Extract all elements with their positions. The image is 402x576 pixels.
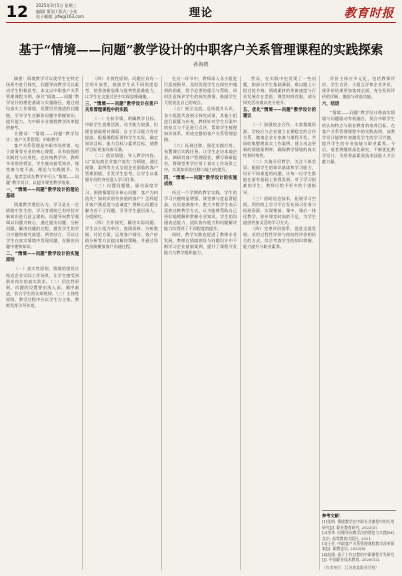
column-divider (319, 76, 320, 570)
references-list (322, 519, 396, 562)
article-body (6, 76, 396, 570)
text-column-2 (85, 76, 158, 570)
text-column-1 (6, 76, 79, 570)
subheading: 一、“情境——问题”教学设计的理论基础 (6, 187, 79, 199)
page-header (0, 0, 402, 24)
paragraph: 经过一个学期的教学实践，学生的学习兴趣明显增强，课堂参与度显著提高。在问卷调查中，绝大多数学生表示喜欢这种教学方式，认为能够帮助自己更好地理解和掌握专业知识。学生的沟通表达能力、团队协作能力和问题解决能力均得到了不同程度的提升。 (164, 189, 237, 232)
article-title: 基于“情境——问题”教学设计的中职客户关系管理课程的实践探索 (18, 42, 384, 57)
paragraph: 情境教学理论认为，学习是在一定情境中发生的，学习者借助已有经验对新知识进行意义建构。问题导向教学强调以问题为核心，通过提出问题、分析问题、解决问题的过程，激发学生的学习兴趣和探究欲望。两者结合，可以让学生在真实情境中发现问题，在解决问题中建构知识。 (6, 201, 79, 250)
reference-item: [1]张明. 情境教学在中职专业课程中的应用研究[J]. 职业教育研究, 2022(5). (322, 519, 395, 530)
paragraph: （二）创设情境，导入教学内容。以“某电商企业客户流失”为情境，通过视频、案例等方式呈现企业面临的客户管理困境，引发学生思考，让学生以客服专员的身份进入学习任务。 (85, 152, 158, 183)
header-rule (6, 22, 396, 23)
paragraph: （一）加强校企合作，丰富情境资源。学校应与企业建立长期稳定的合作关系，邀请企业专家参与课程开发，共同收集整理真实工作案例，建立动态更新的情境案例库，确保教学情境的真实性和时效性。 (243, 122, 316, 158)
column-divider (82, 76, 83, 570)
paragraph: （四）完善评价体系，促进全面发展。采用过程性评价与终结性评价相结合的方式，综合考查学生的知识掌握、能力提升与职业素养。 (243, 226, 316, 250)
text-column-4 (243, 76, 316, 570)
column-divider (161, 76, 162, 570)
reference-item: [4]赵刚. 基于工作过程的中职课程开发研究[J]. 中国职业技术教育, 2020(12). (322, 551, 395, 563)
subheading: 五、优化“情境——问题”教学设计的建议 (243, 108, 316, 120)
paragraph: 客户关系管理是中职市场营销、电子商务等专业的核心课程，具有较强的实践性与应用性。在传统教学中，教师多采用讲授法，学生被动接受知识，课堂参与度不高，理论与实践脱节。为此，笔者尝试在教学中引入“情境——问题”教学设计，以提升课堂教学效果。 (6, 143, 79, 185)
references-heading: 参考文献： (322, 512, 343, 518)
author-affiliation: （作者单位：江苏省某职业学校） (322, 564, 379, 570)
subheading: 六、结语 (322, 102, 340, 108)
paragraph: 同时，教学实践也促进了教师专业发展。教师在情境创设与问题设计中不断学习企业最新案例，提升了课程开发能力与教学组织能力。 (164, 232, 237, 256)
subheading: 四、“情境——问题”教学设计的实施成效 (164, 175, 237, 187)
references-box (322, 510, 396, 570)
text-column-5 (322, 76, 395, 476)
paragraph: （一）分析学情，明确教学目标。中职学生思维活跃，动手能力较强，但理论基础相对薄弱，自主学习能力有待提高。根据课程标准和学生实际，确定知识目标、能力目标与素养目标，使教学目标更加具体可测。 (85, 116, 158, 152)
paragraph: （一）真实性原则。情境的创设应贴近企业实际工作场景，让学生感受到职业岗位的真实需求。（二）层次性原则。问题的设置要由浅入深、循序渐进，符合学生的认知规律。（三）主体性原则。教学过程中应以学生为主体，教师发挥引导作用。 (6, 266, 79, 308)
text-column-3 (164, 76, 237, 570)
paragraph: （三）设置问题链，驱动深度学习。围绕情境设计核心问题：客户为何流失？如何识别有价值的客户？怎样提升客户满意度与忠诚度？将核心问题分解为若干子问题，引导学生逐层深入、分组探究。 (85, 183, 158, 219)
paragraph: （二）实施分层教学，关注个体差异。根据学生的知识基础和学习能力，设计不同难度的问题，让每一位学生都能在原有基础上获得发展。对于学习困难的学生，教师应给予更多的个别指导。 (243, 159, 316, 195)
issue-date: 2025年3月5日 星期三 (36, 3, 77, 8)
reference-item: [2]李华. 问题导向教学法的理论与实践[M]. 北京: 高等教育出版社, 2021. (322, 530, 395, 541)
paragraph: （五）展示交流，总结提升认识。各小组派代表展示探究成果，其他小组进行质疑与补充，教师针对学生方案中的亮点与不足进行点评，帮助学生梳理知识体系，形成完整的客户关系管理思路。 (164, 106, 237, 142)
paragraph: “情境——问题”教学设计将真实情境与问题驱动有机融合，契合中职学生的认知特点与职业教育的培养目标。在客户关系管理课程中的实践表明，该教学设计能够有效激发学生的学习兴趣，提升学生的专业技能与职业素养。今后，笔者将继续深化研究，不断优化教学设计，为培养高素质技术技能人才贡献力量。 (322, 110, 395, 165)
paragraph: 关键词：“情境——问题”教学设计；客户关系管理；中职教学 (6, 130, 79, 142)
paragraph: （四）合作探究，解决实际问题。学生以小组为单位，查阅资料、分析数据、讨论方案，运用客户细分、客户价值分析等方法提出解决策略，并通过角色扮演模拟客户沟通过程。 (85, 219, 158, 250)
paragraph: （六）拓展迁移，强化实践应用。布置课后实践任务，让学生走访本地企业，调研其客户管理现状，撰写调研报告，将课堂所学应用于真实工作场景之中，实现知识的迁移与能力的提升。 (164, 143, 237, 173)
reference-item: [3]王芳. 中职客户关系管理课程教学改革探索[J]. 职教论坛, 2023(8). (322, 540, 395, 552)
section-title: 理论 (189, 6, 213, 19)
email-line: 电子邮箱: jsfw@163.com (36, 14, 84, 19)
article-author: 孙海鸥 (193, 62, 209, 68)
editor-line: 编辑/ 策划 / 版式: 小张 (36, 8, 78, 14)
masthead-logo: 教育时报 (343, 6, 394, 20)
column-divider (240, 76, 241, 570)
paragraph: 评价主体应多元化，包括教师评价、学生自评、小组互评和企业评价，使评价结果更加客观全面，充分发挥评价的诊断、激励与改进功能。 (322, 76, 395, 100)
paragraph: （三）借助信息技术，拓展学习空间。利用线上学习平台发布预习任务与拓展资源，实现课前、课中、课后一体化教学，弥补课堂时间的不足，为学生提供更加灵活的学习方式。 (243, 195, 316, 225)
header-info (36, 3, 84, 20)
paragraph: 摘要：情境教学可以使学生在特定场景中进行探究，问题导向教学可以驱动学生积极思考。本文以中职客户关系管理课程为例，探讨“情境——问题”教学设计的理论基础与实施路径，通过创设真实工作情境，设置层层递进的问题链，引导学生在解决问题中掌握知识、提升能力，为中职专业课程教学改革提供参考。 (6, 76, 79, 130)
page-number: 12 (6, 2, 29, 21)
subheading: 三、“情境——问题”教学设计在客户关系管理课程中的实践 (85, 102, 158, 114)
paragraph: 在这一环节中，教师深入各小组进行巡视指导，及时发现学生在探究中遇到的困难，给予必要的提示与帮助，同时注意保护学生的探究热情，鼓励学生大胆表达自己的观点。 (164, 76, 237, 106)
subheading: 二、“情境——问题”教学设计的实施原则 (6, 252, 79, 264)
paragraph: （四）开放性原则。问题应具有一定的开放性，鼓励学生从不同角度思考，培养创新思维与批判性思维能力，让学生在交流讨论中实现思维碰撞。 (85, 76, 158, 100)
paragraph: 然而，在实践中也发现了一些问题，如部分学生基础薄弱，难以跟上小组讨论节奏；情境素材的更新速度与行业发展存在差距；课堂时间有限，部分探究活动难以充分展开。 (243, 76, 316, 106)
